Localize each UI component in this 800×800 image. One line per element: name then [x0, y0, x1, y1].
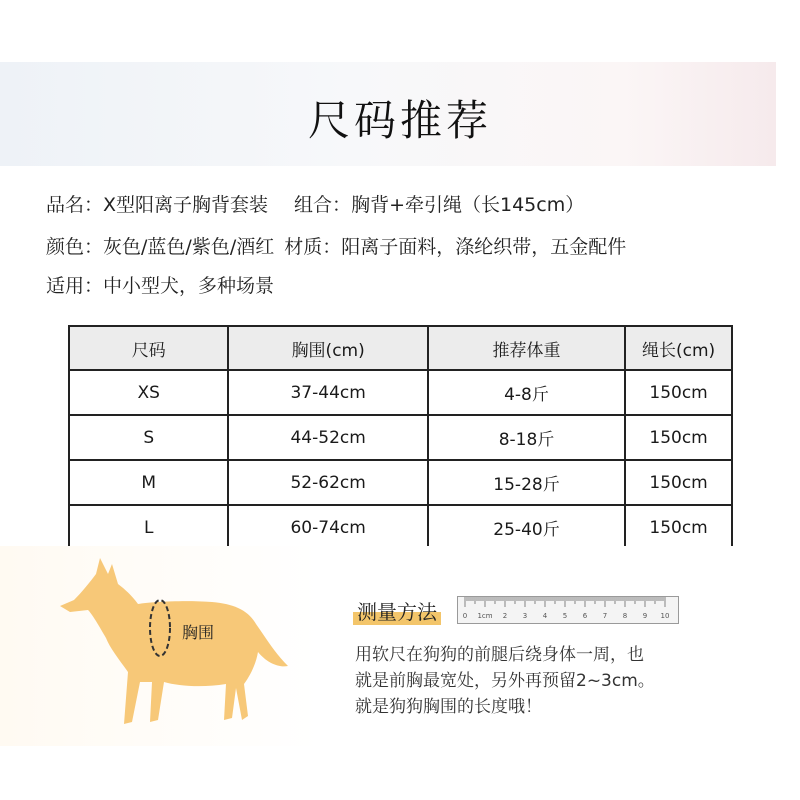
table-cell: 150cm	[625, 415, 732, 460]
info-line-1	[46, 190, 584, 217]
page-title: 尺码推荐	[307, 96, 492, 145]
ruler-label: 3	[522, 612, 528, 620]
table-cell: 52-62cm	[228, 460, 427, 505]
ruler-label: 2	[502, 612, 508, 620]
table-cell: 8-18斤	[428, 415, 625, 460]
table-cell: 150cm	[625, 505, 732, 550]
color-value: 灰色/蓝色/紫色/酒红	[103, 236, 275, 258]
table-cell: XS	[69, 370, 228, 415]
usage-label: 适用：	[46, 275, 104, 297]
table-header: 推荐体重	[428, 326, 625, 370]
table-row	[69, 505, 732, 550]
measure-title: 测量方法	[353, 596, 441, 625]
ruler-label: 1cm	[477, 612, 493, 620]
measure-text-line: 就是前胸最宽处，另外再预留2~3cm。	[355, 671, 655, 691]
table-cell: 25-40斤	[428, 505, 625, 550]
table-cell: S	[69, 415, 228, 460]
product-name: X型阳离子胸背套装	[103, 194, 269, 216]
table-cell: L	[69, 505, 228, 550]
table-header: 胸围(cm)	[228, 326, 427, 370]
ruler-label: 8	[622, 612, 628, 620]
color-label: 颜色：	[46, 236, 104, 258]
info-line-3	[46, 271, 274, 298]
dog-silhouette-icon	[52, 552, 292, 728]
table-row	[69, 370, 732, 415]
table-cell: 44-52cm	[228, 415, 427, 460]
combo-value: 胸背+牵引绳（长145cm）	[351, 194, 585, 216]
table-cell: M	[69, 460, 228, 505]
ruler-label: 4	[542, 612, 548, 620]
table-header: 绳长(cm)	[625, 326, 732, 370]
ruler-label: 0	[462, 612, 468, 620]
table-cell: 15-28斤	[428, 460, 625, 505]
table-cell: 150cm	[625, 460, 732, 505]
ruler-label: 5	[562, 612, 568, 620]
name-label: 品名：	[46, 194, 104, 216]
info-line-2	[46, 232, 626, 259]
table-cell: 60-74cm	[228, 505, 427, 550]
ruler-label: 7	[602, 612, 608, 620]
table-cell: 150cm	[625, 370, 732, 415]
table-cell: 4-8斤	[428, 370, 625, 415]
size-table	[68, 325, 733, 551]
ruler-label: 9	[642, 612, 648, 620]
measure-text-line: 就是狗狗胸围的长度哦！	[355, 697, 542, 717]
table-header: 尺码	[69, 326, 228, 370]
ruler-icon	[457, 596, 679, 624]
table-cell: 37-44cm	[228, 370, 427, 415]
table-row	[69, 415, 732, 460]
ruler-label: 10	[660, 612, 670, 620]
material-label: 材质：	[284, 236, 342, 258]
table-row	[69, 460, 732, 505]
usage-value: 中小型犬，多种场景	[103, 275, 275, 297]
ruler-label: 6	[582, 612, 588, 620]
table-header-row	[69, 326, 732, 370]
measure-text-line: 用软尺在狗狗的前腿后绕身体一周，也	[355, 645, 644, 665]
combo-label: 组合：	[294, 194, 352, 216]
chest-label: 胸围	[182, 623, 215, 642]
material-value: 阳离子面料，涤纶织带，五金配件	[341, 236, 627, 258]
